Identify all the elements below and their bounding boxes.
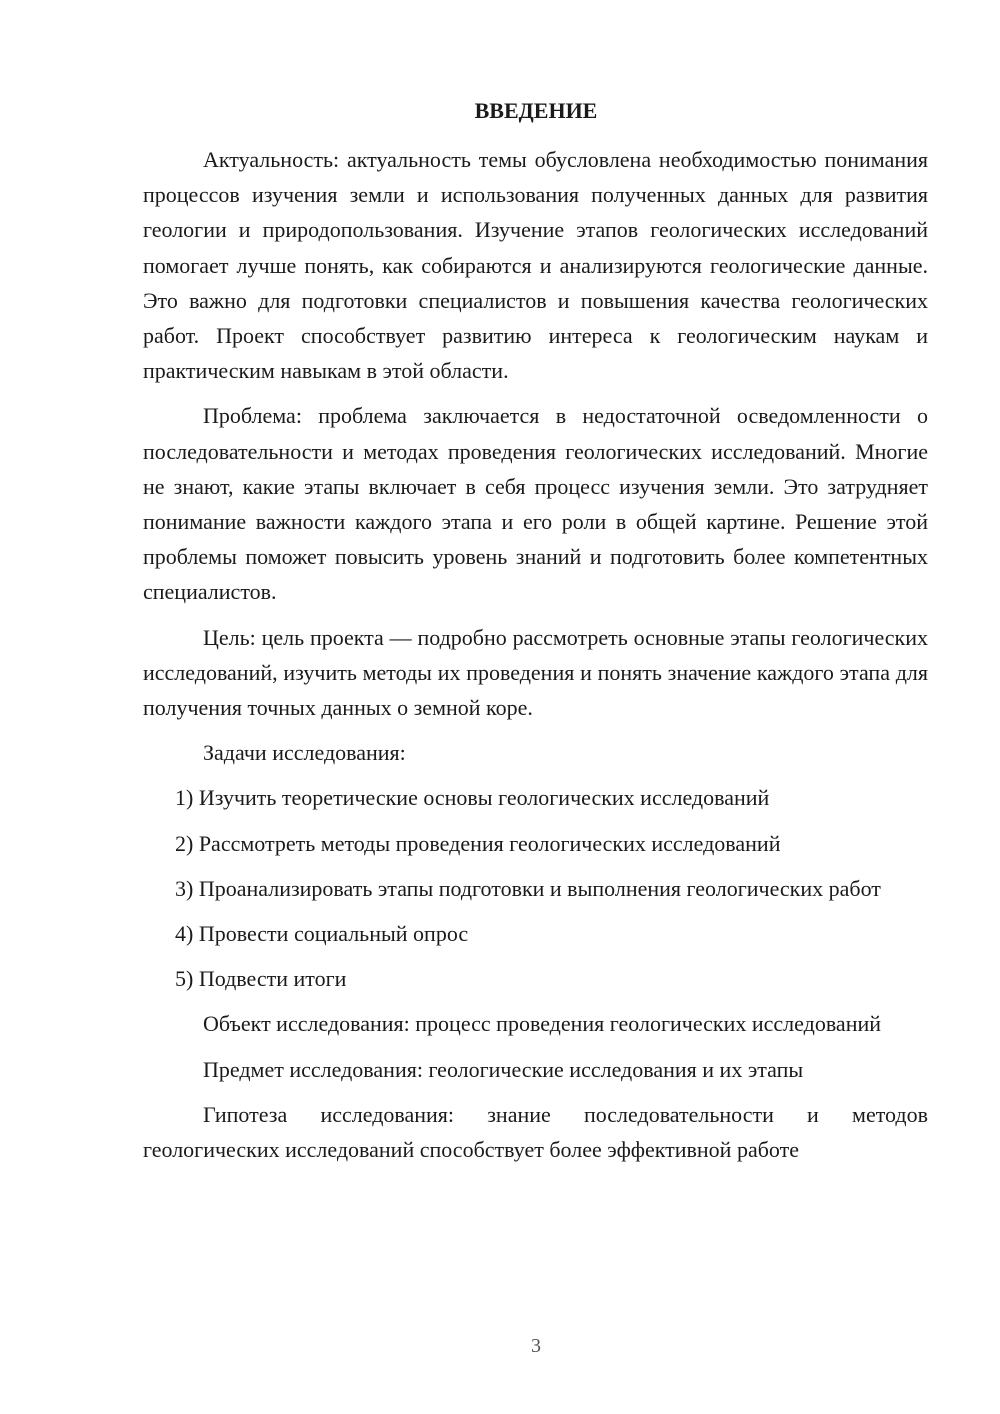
body-text bbox=[143, 142, 928, 1177]
paragraph-problem: Проблема: проблема заключается в недостаточной осведомленности о последовательности и методах проведения геологических исследований. Многие не знают, какие этапы включает в себя процесс изучения земли. Это затрудняет понимание важности каждого этапа и его роли в общей картине. Решение этой проблемы поможет повысить уровень знаний и подготовить более компетентных специалистов. bbox=[143, 403, 928, 605]
page-title: ВВЕДЕНИЕ bbox=[474, 98, 598, 123]
page-number: 3 bbox=[531, 1335, 541, 1357]
task-item-2: 2) Рассмотреть методы проведения геологических исследований bbox=[175, 830, 781, 856]
tasks-title: Задачи исследования: bbox=[203, 740, 406, 766]
paragraph-goal: Цель: цель проекта — подробно рассмотреть основные этапы геологических исследований, изучить методы их проведения и понять значение каждого этапа для получения точных данных о земной коре. bbox=[143, 624, 928, 721]
paragraph-object: Объект исследования: процесс проведения геологических исследований bbox=[203, 1011, 882, 1037]
task-item-3: 3) Проанализировать этапы подготовки и выполнения геологических работ bbox=[175, 875, 881, 901]
paragraph-subject: Предмет исследования: геологические исследования и их этапы bbox=[203, 1056, 804, 1082]
paragraph-relevance: Актуальность: актуальность темы обусловлена необходимостью понимания процессов изучения земли и использования полученных данных для развития геологии и природопользования. Изучение этапов геологических исследований помогает лучше понять, как собираются и анализируются геологические данные. Это важно для подготовки специалистов и повышения качества геологических работ. Проект способствует развитию интереса к геологическим наукам и практическим навыкам в этой области. bbox=[143, 147, 928, 384]
task-item-4: 4) Провести социальный опрос bbox=[175, 921, 469, 947]
task-item-1: 1) Изучить теоретические основы геологических исследований bbox=[175, 785, 770, 811]
task-item-5: 5) Подвести итоги bbox=[175, 966, 347, 992]
paragraph-hypothesis: Гипотеза исследования: знание последовательности и методов геологических исследований способствует более эффективной работе bbox=[143, 1101, 928, 1163]
